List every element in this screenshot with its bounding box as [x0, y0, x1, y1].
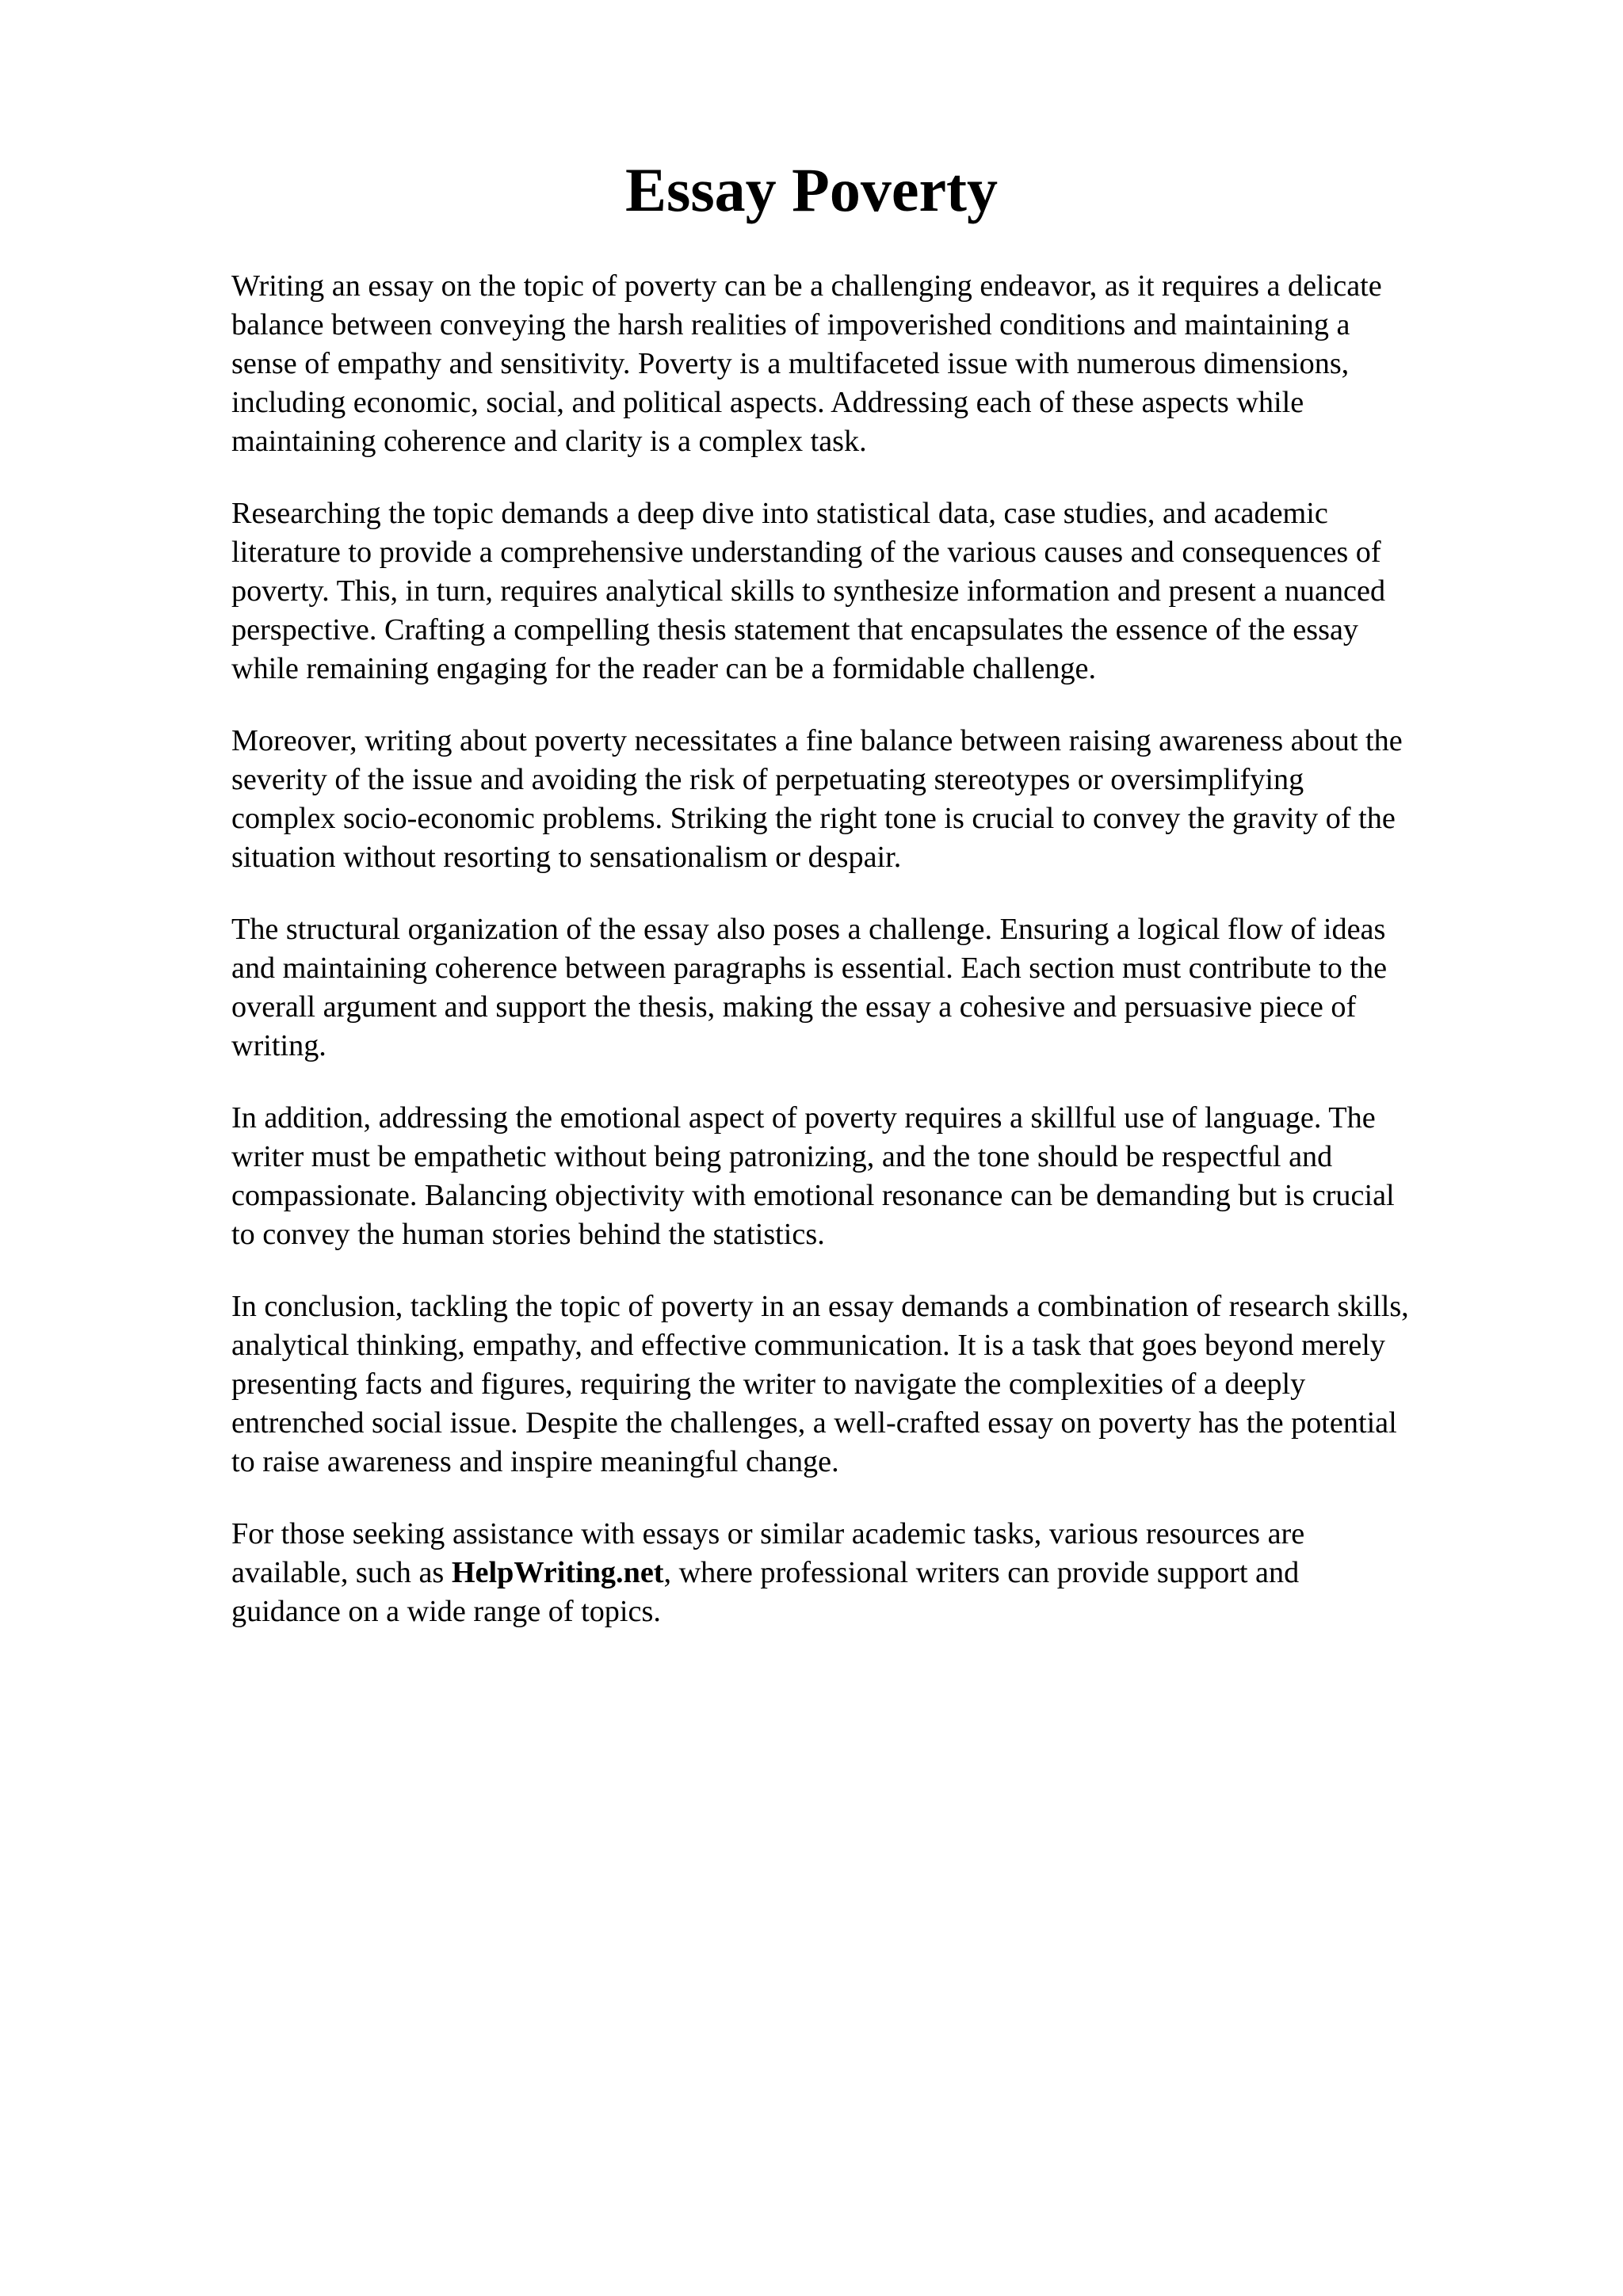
paragraph-line: literature to provide a comprehensive understanding of the various causes and consequences of [231, 536, 1381, 569]
paragraph-line: The structural organization of the essay also poses a challenge. Ensuring a logical flow of ideas [231, 913, 1386, 946]
paragraph-4 [231, 910, 1515, 1066]
paragraph-line [231, 1554, 1515, 1592]
paragraph-1 [231, 267, 1515, 461]
paragraph-line: writing. [231, 1029, 327, 1062]
paragraph-line: compassionate. Balancing objectivity with emotional resonance can be demanding but is crucial [231, 1179, 1395, 1212]
closing-text-before-link: available, such as [231, 1556, 452, 1589]
paragraph-line: situation without resorting to sensationalism or despair. [231, 841, 902, 874]
paragraph-line: severity of the issue and avoiding the risk of perpetuating stereotypes or oversimplifying [231, 763, 1304, 796]
paragraph-line: writer must be empathetic without being patronizing, and the tone should be respectful and [231, 1140, 1333, 1173]
paragraph-line: entrenched social issue. Despite the challenges, a well-crafted essay on poverty has the potential [231, 1406, 1397, 1440]
essay-body [231, 267, 1515, 1665]
closing-paragraph [231, 1515, 1515, 1631]
paragraph-3 [231, 722, 1515, 877]
page-title: Essay Poverty [624, 155, 999, 224]
paragraph-line: presenting facts and figures, requiring the writer to navigate the complexities of a deeply [231, 1367, 1306, 1401]
paragraph-6 [231, 1287, 1515, 1482]
paragraph-line: In conclusion, tackling the topic of poverty in an essay demands a combination of research skills, [231, 1290, 1409, 1323]
paragraph-5 [231, 1099, 1515, 1254]
paragraph-line: In addition, addressing the emotional aspect of poverty requires a skillful use of language. The [231, 1101, 1376, 1135]
helpwriting-link[interactable]: HelpWriting.net [451, 1556, 664, 1589]
paragraph-line: guidance on a wide range of topics. [231, 1595, 661, 1628]
paragraph-line: poverty. This, in turn, requires analytical skills to synthesize information and present a nuanced [231, 574, 1386, 608]
paragraph-line: overall argument and support the thesis, making the essay a cohesive and persuasive piece of [231, 990, 1357, 1024]
paragraph-line: maintaining coherence and clarity is a complex task. [231, 425, 867, 458]
paragraph-line: Writing an essay on the topic of poverty can be a challenging endeavor, as it requires a delicate [231, 269, 1382, 303]
paragraph-line: to raise awareness and inspire meaningful change. [231, 1445, 839, 1478]
closing-text-after-link: , where professional writers can provide support and [663, 1556, 1300, 1589]
paragraph-line: complex socio-economic problems. Striking the right tone is crucial to convey the gravity of the [231, 802, 1396, 835]
paragraph-line: and maintaining coherence between paragraphs is essential. Each section must contribute to the [231, 952, 1388, 985]
paragraph-line: Researching the topic demands a deep dive into statistical data, case studies, and academic [231, 497, 1328, 530]
paragraph-line: while remaining engaging for the reader can be a formidable challenge. [231, 652, 1097, 685]
paragraph-line: including economic, social, and political aspects. Addressing each of these aspects while [231, 386, 1304, 419]
paragraph-2 [231, 494, 1515, 688]
paragraph-line: perspective. Crafting a compelling thesis statement that encapsulates the essence of the essay [231, 613, 1358, 646]
paragraph-line: balance between conveying the harsh realities of impoverished conditions and maintaining a [231, 308, 1350, 341]
paragraph-line: to convey the human stories behind the statistics. [231, 1218, 825, 1251]
paragraph-line: analytical thinking, empathy, and effective communication. It is a task that goes beyond merely [231, 1329, 1385, 1362]
paragraph-line: For those seeking assistance with essays or similar academic tasks, various resources are [231, 1517, 1305, 1550]
paragraph-line: Moreover, writing about poverty necessitates a fine balance between raising awareness about the [231, 724, 1403, 757]
paragraph-line: sense of empathy and sensitivity. Poverty is a multifaceted issue with numerous dimensions, [231, 347, 1350, 380]
